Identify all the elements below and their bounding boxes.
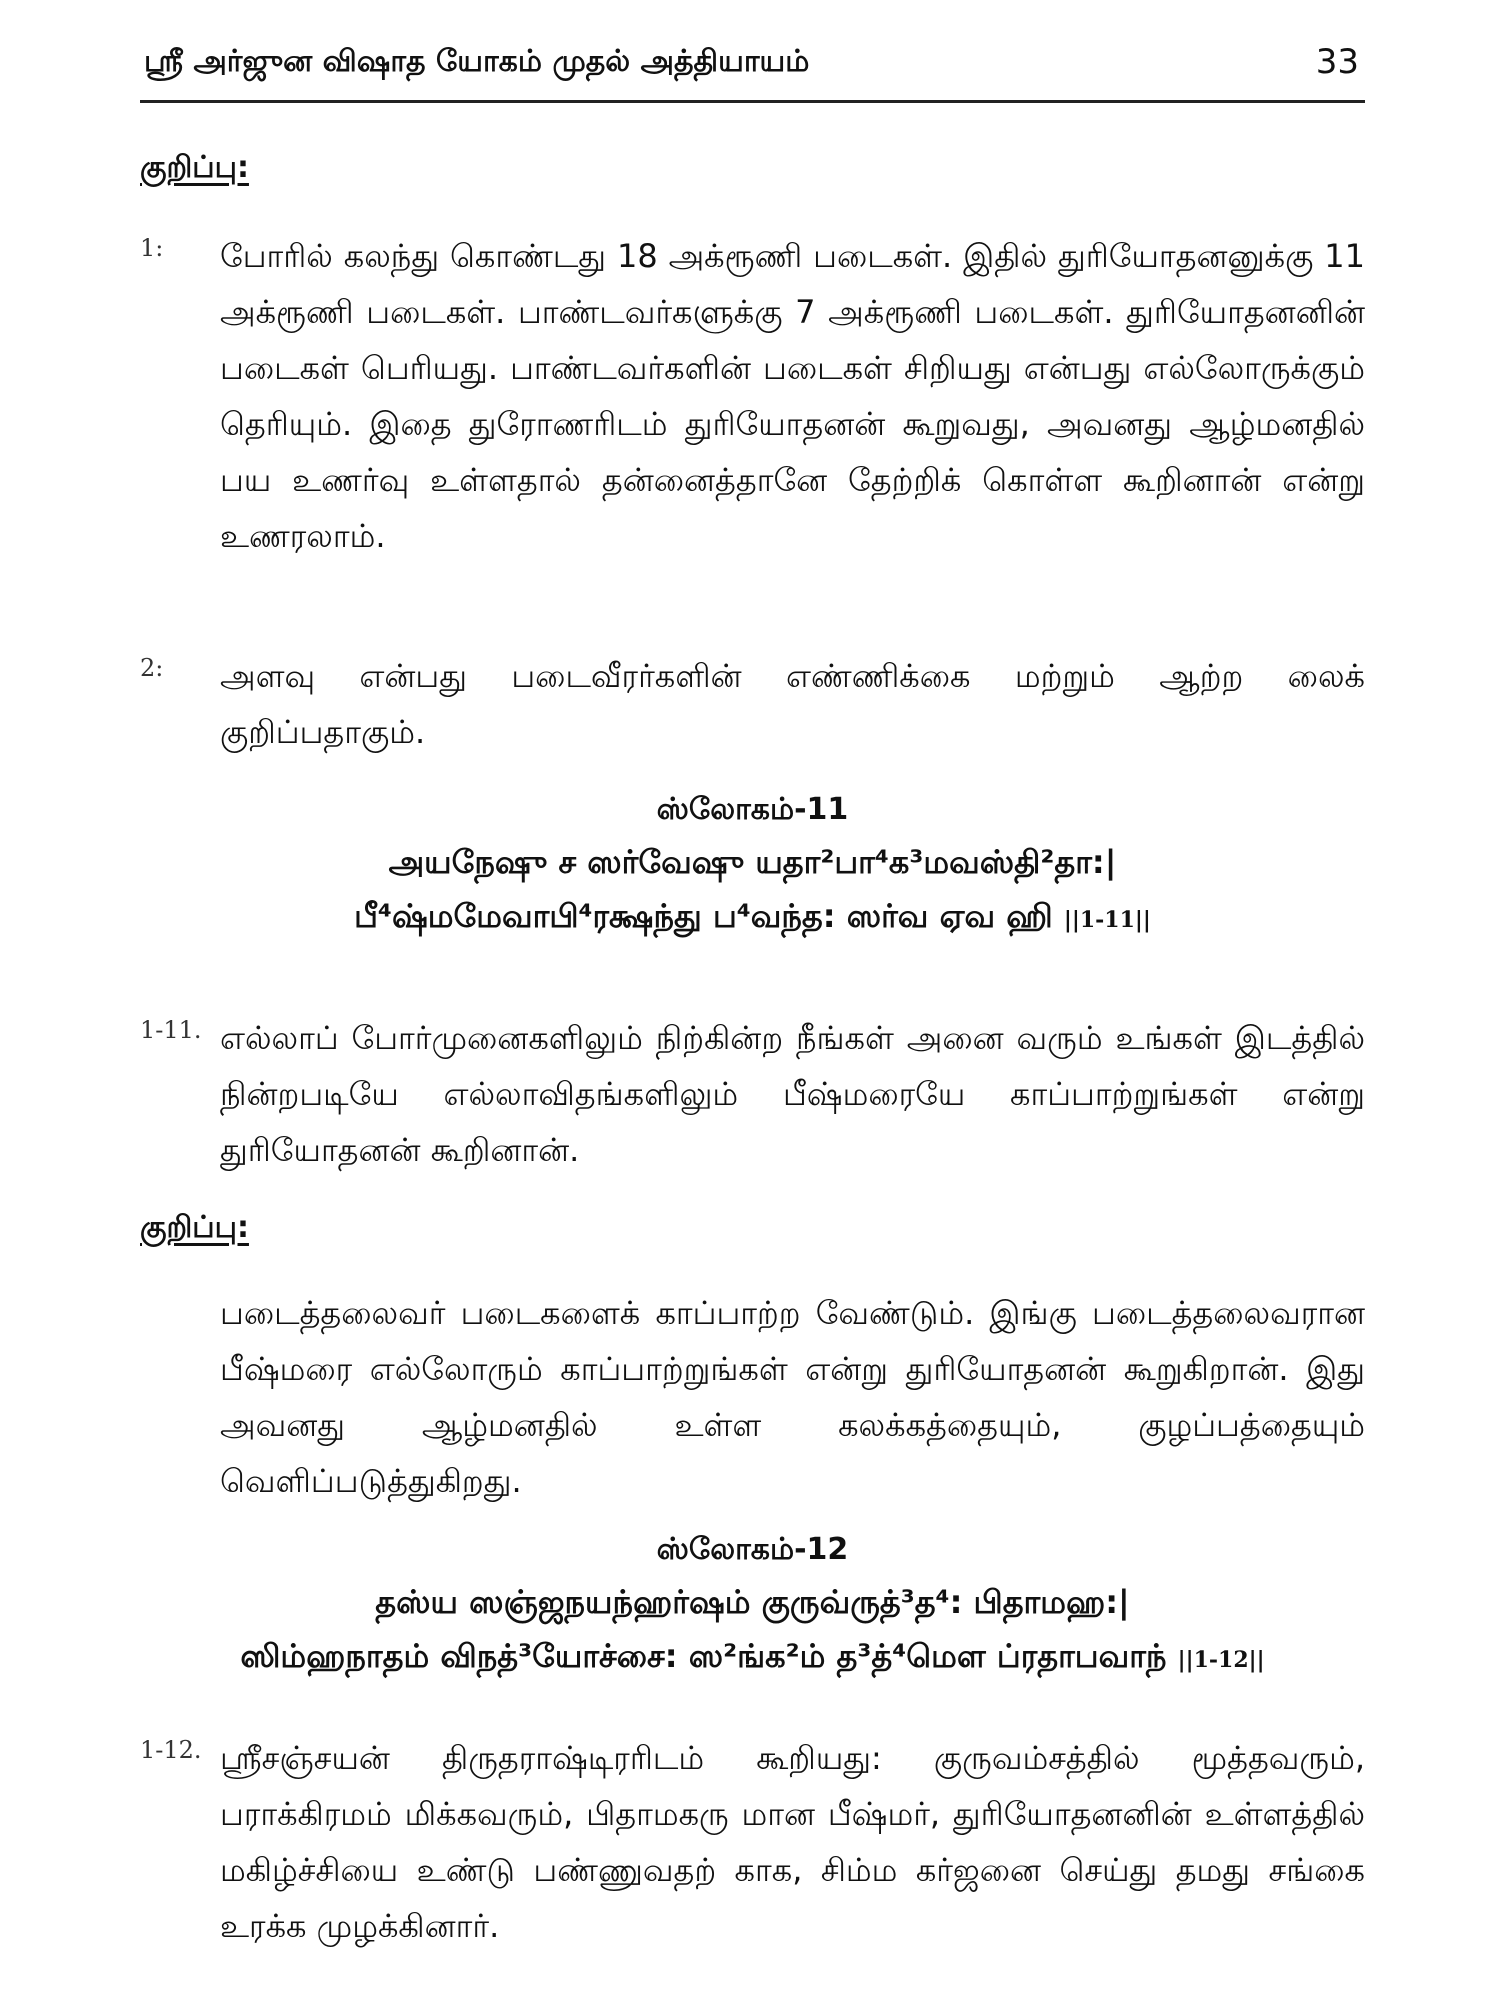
note-text: படைத்தலைவர் படைகளைக் காப்பாற்ற வேண்டும். இங்கு படைத்தலைவரான பீஷ்மரை எல்லோரும் காப்பாற்றுங்கள் என்று துரியோதனன் கூறுகிறான். இது அவனது ஆழ்மனதில் உள்ள கலக்கத்தையும், குழப்பத்தையும் வெளிப்படுத்துகிறது. bbox=[220, 1294, 1365, 1500]
verse-title: ஸ்லோகம்-11 bbox=[656, 792, 849, 827]
verse-reference: ||1-11|| bbox=[1063, 907, 1151, 933]
note-number: 2: bbox=[140, 654, 164, 682]
running-header bbox=[140, 40, 1365, 103]
verse-12 bbox=[140, 1525, 1365, 1687]
note-heading-2: குறிப்பு: bbox=[140, 1210, 249, 1245]
verse-line-1: தஸ்ய ஸஞ்ஜநயந்ஹர்ஷம் குருவ்ருத்³த⁴: பிதாமஹ:| bbox=[375, 1583, 1130, 1621]
chapter-title: ஸ்ரீ அர்ஜுன விஷாத யோகம் முதல் அத்தியாயம் bbox=[144, 44, 810, 79]
meaning-text: எல்லாப் போர்முனைகளிலும் நிற்கின்ற நீங்கள் அனை வரும் உங்கள் இடத்தில் நின்றபடியே எல்லாவிதங்களிலும் பீஷ்மரையே காப்பாற்றுங்கள் என்று துரியோதனன் கூறினான். bbox=[220, 1019, 1365, 1169]
page-number: 33 bbox=[1315, 42, 1359, 82]
meaning-number: 1-11. bbox=[140, 1016, 202, 1044]
verse-line-2 bbox=[140, 1629, 1365, 1687]
verse-line-2 bbox=[140, 889, 1365, 947]
meaning-number: 1-12. bbox=[140, 1736, 202, 1764]
note-2 bbox=[140, 648, 1365, 760]
meaning-text: ஸ்ரீசஞ்சயன் திருதராஷ்டிரரிடம் கூறியது: குருவம்சத்தில் மூத்தவரும், பராக்கிரமம் மிக்கவரும், பிதாமகரு மான பீஷ்மர், துரியோதனனின் உள்ளத்தில் மகிழ்ச்சியை உண்டு பண்ணுவதற் காக, சிம்ம கர்ஜனை செய்து தமது சங்கை உரக்க முழக்கினார். bbox=[220, 1739, 1365, 1945]
note-3 bbox=[140, 1285, 1365, 1509]
verse-reference: ||1-12|| bbox=[1177, 1647, 1265, 1673]
verse-text: ஸிம்ஹநாதம் விநத்³யோச்சை: ஸ²ங்க²ம் த³த்⁴மௌ ப்ரதாபவாந் bbox=[240, 1637, 1167, 1675]
note-heading-1: குறிப்பு: bbox=[140, 150, 249, 185]
note-number: 1: bbox=[140, 234, 164, 262]
verse-line-1: அயநேஷு ச ஸர்வேஷு யதா²பா⁴க³மவஸ்தி²தா:| bbox=[388, 843, 1117, 881]
note-text: போரில் கலந்து கொண்டது 18 அக்ரூணி படைகள். இதில் துரியோதனனுக்கு 11 அக்ரூணி படைகள். பாண்டவர்களுக்கு 7 அக்ரூணி படைகள். துரியோதனனின் படைகள் பெரியது. பாண்டவர்களின் படைகள் சிறியது என்பது எல்லோருக்கும் தெரியும். இதை துரோணரிடம் துரியோதனன் கூறுவது, அவனது ஆழ்மனதில் பய உணர்வு உள்ளதால் தன்னைத்தானே தேற்றிக் கொள்ள கூறினான் என்று உணரலாம். bbox=[220, 237, 1365, 555]
verse-11 bbox=[140, 785, 1365, 947]
verse-text: பீ⁴ஷ்மமேவாபி⁴ரக்ஷந்து ப⁴வந்த: ஸர்வ ஏவ ஹி bbox=[354, 897, 1053, 935]
verse-title: ஸ்லோகம்-12 bbox=[656, 1532, 849, 1567]
meaning-12 bbox=[140, 1730, 1365, 1954]
meaning-11 bbox=[140, 1010, 1365, 1178]
note-1 bbox=[140, 228, 1365, 564]
note-text: அளவு என்பது படைவீரர்களின் எண்ணிக்கை மற்றும் ஆற்ற லைக் குறிப்பதாகும். bbox=[220, 657, 1365, 751]
